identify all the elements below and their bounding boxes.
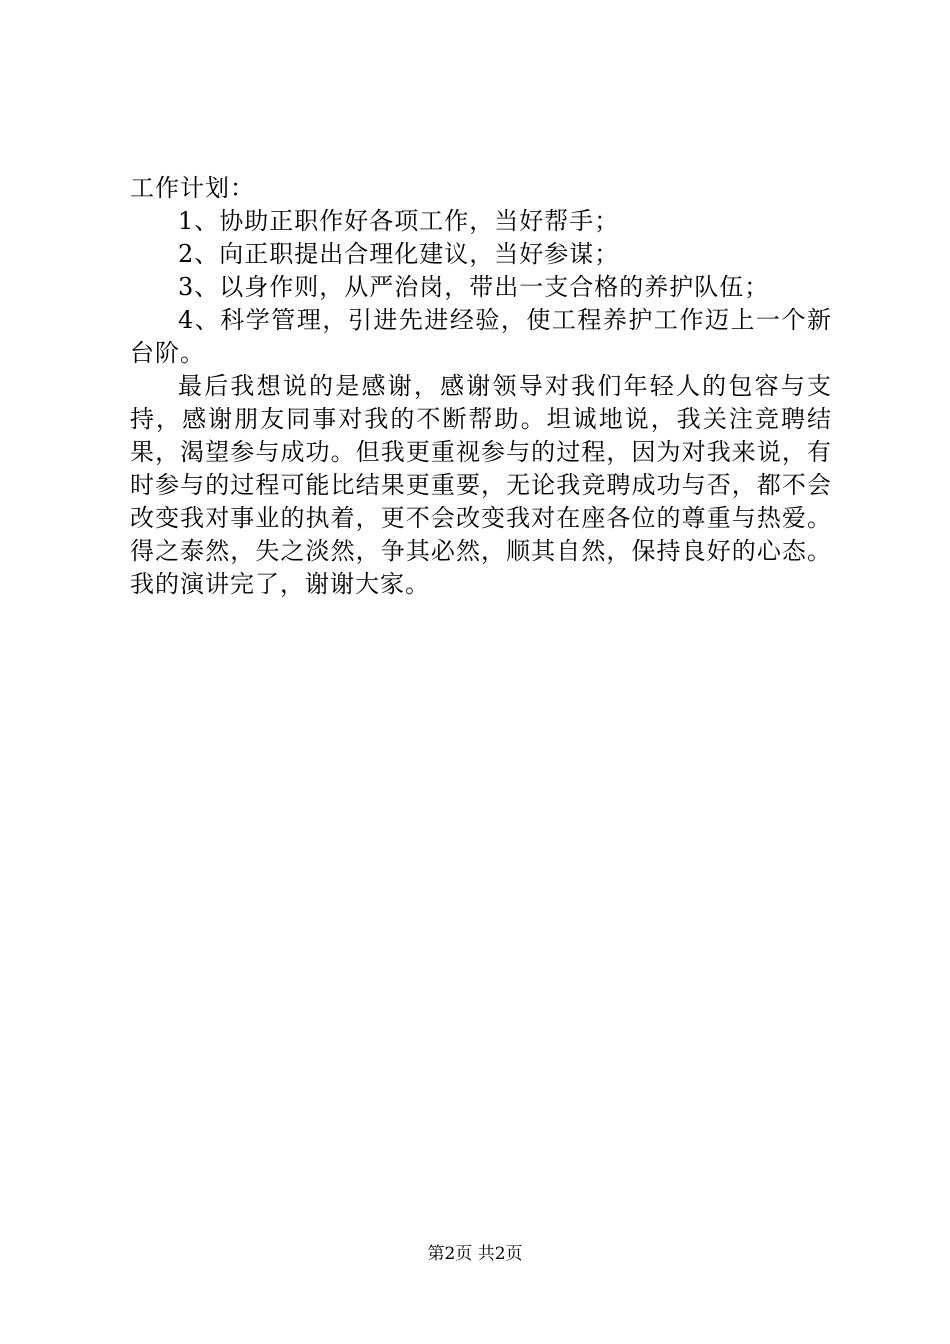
closing-paragraph: 最后我想说的是感谢，感谢领导对我们年轻人的包容与支持，感谢朋友同事对我的不断帮助。坦诚地说，我关注竞聘结果，渴望参与成功。但我更重视参与的过程，因为对我来说，有时参与的过程可能比结果更重要，无论我竞聘成功与否，都不会改变我对事业的执着，更不会改变我对在座各位的尊重与热爱。得之泰然，失之淡然，争其必然，顺其自然，保持良好的心态。我的演讲完了，谢谢大家。 xyxy=(130,372,832,598)
document-body xyxy=(130,172,832,601)
plan-item-2: 2、向正职提出合理化建议，当好参谋； xyxy=(178,240,620,268)
plan-item-4: 4、科学管理，引进先进经验，使工程养护工作迈上一个新台阶。 xyxy=(130,306,832,367)
plan-item-3: 3、以身作则，从严治岗，带出一支合格的养护队伍； xyxy=(178,273,770,301)
plan-heading: 工作计划： xyxy=(130,174,255,202)
plan-item-1: 1、协助正职作好各项工作，当好帮手； xyxy=(178,207,620,235)
page-footer: 第2页 共2页 xyxy=(427,1244,523,1264)
